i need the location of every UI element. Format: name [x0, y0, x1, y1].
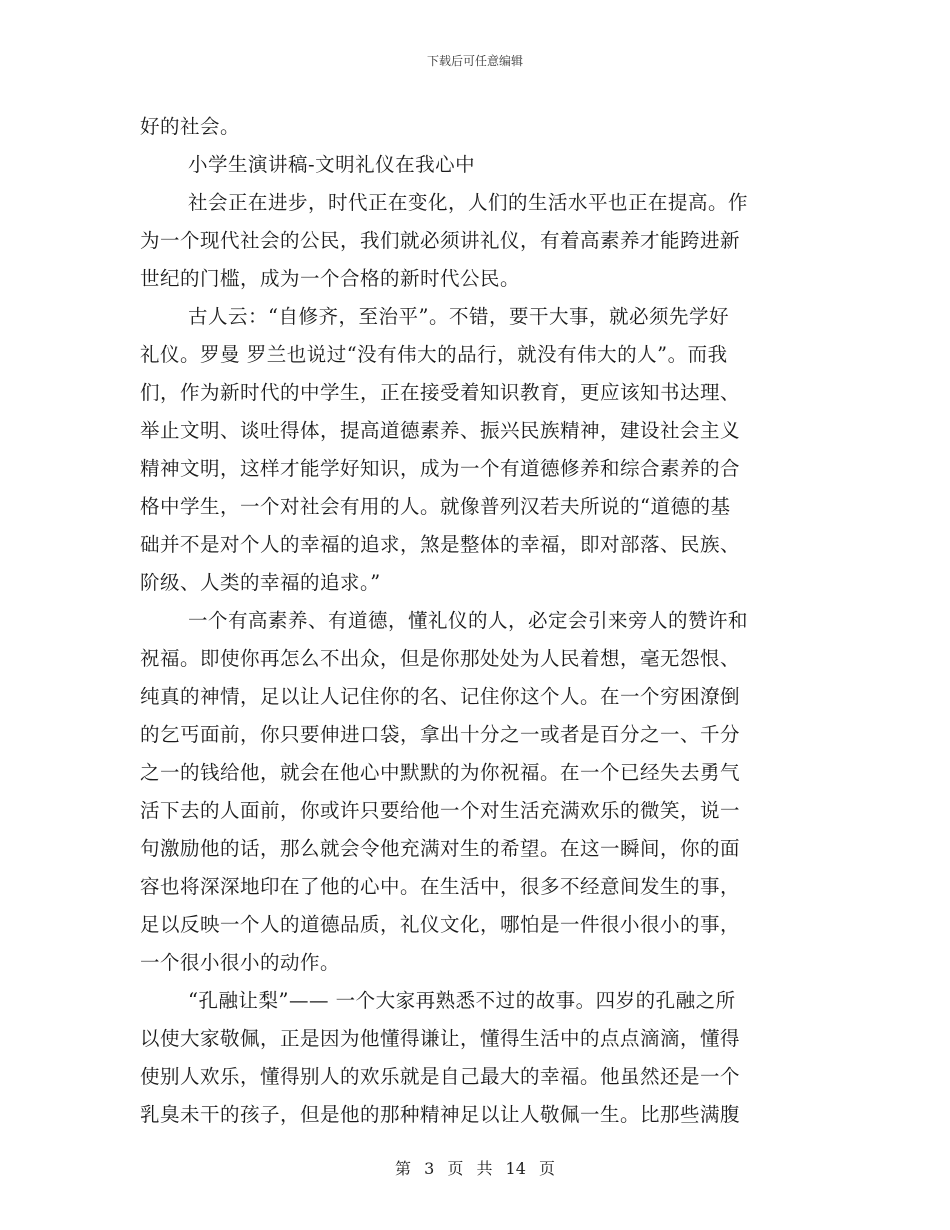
text-line: 社会正在进步，时代正在变化，人们的生活水平也正在提高。作	[188, 191, 749, 214]
text-line: 为一个现代社会的公民，我们就必须讲礼仪，有着高素养才能跨进新	[140, 229, 741, 252]
text-line: 精神文明，这样才能学好知识，成为一个有道德修养和综合素养的合	[140, 457, 741, 480]
text-line: 举止文明、谈吐得体，提高道德素养、振兴民族精神，建设社会主义	[140, 419, 741, 442]
page-header-note: 下载后可任意编辑	[426, 54, 523, 68]
text-line: “孔融让梨”—— 一个大家再熟悉不过的故事。四岁的孔融之所	[188, 989, 736, 1012]
text-line: 们，作为新时代的中学生，正在接受着知识教育，更应该知书达理、	[140, 381, 741, 404]
page-number-footer: 第 3 页 共 14 页	[395, 1159, 555, 1178]
text-line: 礼仪。罗曼 罗兰也说过“没有伟大的品行，就没有伟大的人”。而我	[140, 343, 728, 366]
text-line: 阶级、人类的幸福的追求。”	[140, 571, 381, 594]
text-line: 的乞丐面前，你只要伸进口袋，拿出十分之一或者是百分之一、千分	[140, 723, 741, 746]
text-line: 乳臭未干的孩子，但是他的那种精神足以让人敬佩一生。比那些满腹	[140, 1103, 741, 1126]
text-line: 础并不是对个人的幸福的追求，煞是整体的幸福，即对部落、民族、	[140, 533, 741, 556]
text-line: 之一的钱给他，就会在他心中默默的为你祝福。在一个已经失去勇气	[140, 761, 741, 784]
text-line: 活下去的人面前，你或许只要给他一个对生活充满欢乐的微笑，说一	[140, 799, 741, 822]
text-line: 句激励他的话，那么就会令他充满对生的希望。在这一瞬间，你的面	[140, 837, 741, 860]
text-line: 一个很小很小的动作。	[140, 951, 341, 974]
text-line: 容也将深深地印在了他的心中。在生活中，很多不经意间发生的事，	[140, 875, 741, 898]
text-line: 古人云：“自修齐，至治平”。不错，要干大事，就必须先学好	[188, 305, 729, 328]
text-line: 祝福。即使你再怎么不出众，但是你那处处为人民着想，毫无怨恨、	[140, 647, 741, 670]
text-line: 纯真的神情，足以让人记住你的名、记住你这个人。在一个穷困潦倒	[140, 685, 741, 708]
text-line: 格中学生，一个对社会有用的人。就像普列汉若夫所说的“道德的基	[140, 495, 731, 518]
text-line: 好的社会。	[140, 115, 241, 138]
text-line: 一个有高素养、有道德，懂礼仪的人，必定会引来旁人的赞许和	[188, 609, 749, 632]
text-line: 使别人欢乐，懂得别人的欢乐就是自己最大的幸福。他虽然还是一个	[140, 1065, 741, 1088]
text-line: 以使大家敬佩，正是因为他懂得谦让，懂得生活中的点点滴滴，懂得	[140, 1027, 741, 1050]
text-line: 小学生演讲稿-文明礼仪在我心中	[188, 153, 476, 176]
text-line: 足以反映一个人的道德品质，礼仪文化，哪怕是一件很小很小的事，	[140, 913, 741, 936]
document-body	[140, 108, 815, 1134]
text-line: 世纪的门槛，成为一个合格的新时代公民。	[140, 267, 521, 290]
